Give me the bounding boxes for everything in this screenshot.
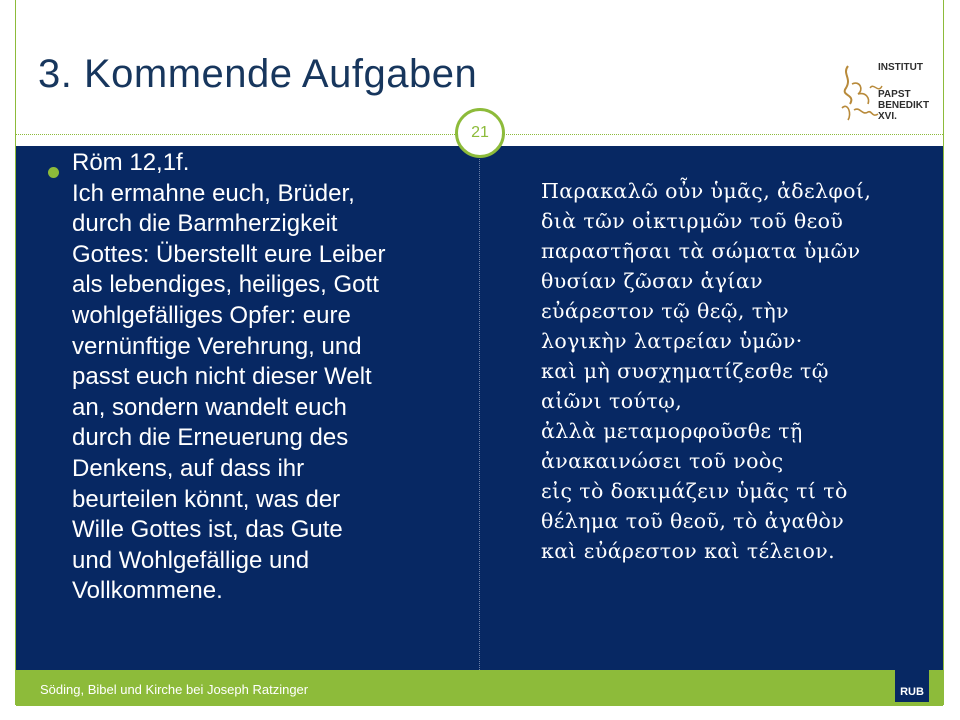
bottom-border-line — [16, 705, 943, 706]
greek-line: εὐάρεστον τῷ θεῷ, τὴν — [541, 299, 790, 323]
greek-text — [541, 176, 936, 566]
right-border-line — [943, 0, 944, 705]
german-line: Röm 12,1f. — [72, 149, 190, 176]
greek-line: καὶ εὐάρεστον καὶ τέλειον. — [541, 539, 836, 563]
logo-line-2: PAPST — [878, 89, 911, 100]
greek-line: εἰς τὸ δοκιμάζειν ὑμᾶς τί τὸ — [541, 479, 848, 503]
german-line: Denkens, auf dass ihr — [72, 454, 305, 482]
german-line: Wille Gottes ist, das Gute — [72, 516, 343, 544]
slide-title: 3. Kommende Aufgaben — [38, 52, 478, 96]
german-line: an, sondern wandelt euch — [72, 393, 347, 421]
german-line: vernünftige Verehrung, und — [72, 332, 362, 360]
footer-text: Söding, Bibel und Kirche bei Joseph Ratzinger — [40, 682, 309, 697]
german-line: und Wohlgefällige und — [72, 546, 310, 574]
rub-logo: RUB — [895, 668, 929, 702]
german-translation — [72, 148, 480, 607]
greek-line: καὶ μὴ συσχηματίζεσθε τῷ — [541, 359, 829, 383]
german-line: Ich ermahne euch, Brüder, — [72, 179, 355, 207]
logo-line-1: INSTITUT — [878, 62, 923, 73]
greek-line: διὰ τῶν οἰκτιρμῶν τοῦ θεοῦ — [541, 209, 844, 233]
logo-line-3: BENEDIKT XVI. — [878, 100, 930, 122]
greek-line: θυσίαν ζῶσαν ἁγίαν — [541, 269, 763, 293]
german-line: passt euch nicht dieser Welt — [72, 363, 372, 391]
german-line: beurteilen könnt, was der — [72, 485, 341, 513]
german-line: als lebendiges, heiliges, Gott — [72, 271, 379, 299]
bullet-icon — [48, 167, 59, 178]
greek-line: παραστῆσαι τὰ σώματα ὑμῶν — [541, 239, 861, 263]
german-line: durch die Erneuerung des — [72, 424, 349, 452]
institute-logo — [838, 54, 943, 134]
greek-line: ἀνακαινώσει τοῦ νοὸς — [541, 449, 784, 473]
greek-line: θέλημα τοῦ θεοῦ, τὸ ἀγαθὸν — [541, 509, 845, 533]
page-number-badge: 21 — [455, 108, 505, 158]
german-line: durch die Barmherzigkeit — [72, 210, 338, 238]
greek-line: ἀλλὰ μεταμορφοῦσθε τῇ — [541, 419, 803, 443]
german-line: Gottes: Überstellt eure Leiber — [72, 240, 386, 268]
german-line: wohlgefälliges Opfer: eure — [72, 301, 351, 329]
german-line: Vollkommene. — [72, 577, 223, 605]
greek-line: Παρακαλῶ οὖν ὑμᾶς, ἀδελφοί, — [541, 179, 872, 203]
greek-line: λογικὴν λατρείαν ὑμῶν· — [541, 329, 803, 353]
greek-line: αἰῶνι τούτῳ, — [541, 389, 683, 413]
